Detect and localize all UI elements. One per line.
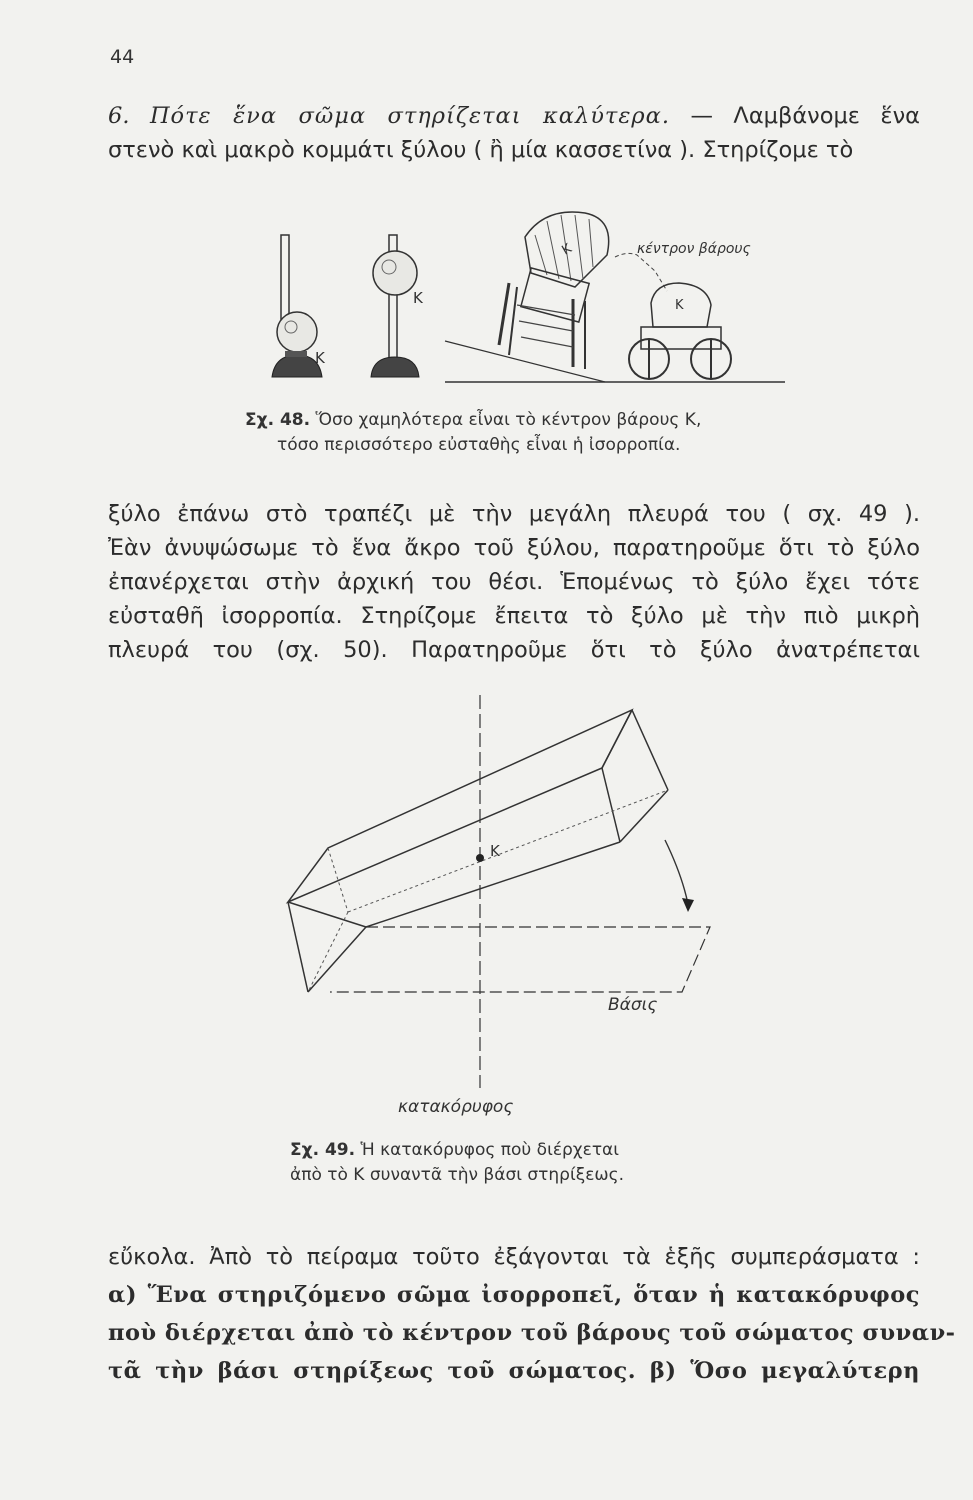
figure-48-number: Σχ. 48.: [245, 410, 311, 430]
section-title: Πότε ἕνα σῶμα στηρίζεται καλύτερα.: [149, 103, 670, 129]
bottom-line-bold: τᾶ τὴν βάσι στηρίξεως τοῦ σώματος. β) Ὅσο μεγαλύτερη: [108, 1358, 920, 1384]
slope-line: [445, 341, 605, 382]
middle-line: ξύλο ἐπάνω στὸ τραπέζι μὲ τὴν μεγάλη πλευρά του ( σχ. 49 ).: [108, 501, 920, 527]
high-center-object: [371, 235, 419, 377]
figure-48-caption-line-1: [245, 408, 701, 433]
intro-line-1: Λαμβάνομε ἕνα: [733, 103, 920, 129]
section-dash: —: [670, 103, 734, 129]
bottom-line-bold: ποὺ διέρχεται ἀπὸ τὸ κέντρον τοῦ βάρους τοῦ σώματος συναν-: [108, 1320, 956, 1346]
k-label-cart-ground: Κ: [675, 298, 684, 313]
middle-line: Ἐὰν ἀνυψώσωμε τὸ ἕνα ἄκρο τοῦ ξύλου, παρατηροῦμε ὅτι τὸ ξύλο: [108, 535, 920, 561]
section-number: 6.: [108, 103, 130, 129]
figure-49-caption-line-1: [290, 1138, 624, 1163]
figure-48-caption-line-2: τόσο περισσότερο εὐσταθὴς εἶναι ἡ ἰσορροπία.: [277, 435, 681, 455]
figure-48-caption: [245, 408, 701, 458]
bottom-line: εὔκολα. Ἀπὸ τὸ πείραμα τοῦτο ἐξάγονται τὰ ἑξῆς συμπεράσματα :: [108, 1244, 920, 1270]
center-of-gravity-point: [476, 854, 484, 862]
k-label-low: Κ: [315, 349, 325, 367]
figure-49-illustration: [270, 690, 740, 1130]
bottom-line-bold: α) Ἕνα στηριζόμενο σῶμα ἰσορροπεῖ, ὅταν ἡ κατακόρυφος: [108, 1282, 920, 1308]
figure-49-caption: [290, 1138, 624, 1188]
k-label-high: Κ: [413, 289, 423, 307]
center-leader-line: [615, 253, 667, 291]
figure-48-illustration: [255, 195, 795, 395]
middle-line: εὐσταθῆ ἰσορροπία. Στηρίζομε ἔπειτα τὸ ξύλο μὲ τὴν πιὸ μικρὴ: [108, 603, 920, 629]
heading-line: [108, 99, 920, 133]
bottom-paragraph: [108, 1238, 956, 1390]
figure-49-caption-text: Ἡ κατακόρυφος ποὺ διέρχεται: [355, 1140, 620, 1160]
base-label: Βάσις: [608, 995, 658, 1015]
base-outline: [330, 927, 710, 992]
arrow-head: [682, 898, 694, 912]
k-label-cart-slope: Κ: [559, 241, 575, 259]
page-number: 44: [110, 46, 135, 68]
section-intro: [108, 99, 920, 167]
middle-line: πλευρά του (σχ. 50). Παρατηροῦμε ὅτι τὸ ξύλο ἀνατρέπεται: [108, 637, 920, 663]
middle-line: ἐπανέρχεται στὴν ἀρχική του θέσι. Ἑπομένως τὸ ξύλο ἔχει τότε: [108, 569, 920, 595]
k-label: Κ: [490, 842, 500, 860]
middle-paragraph: [108, 497, 920, 667]
tilted-block: [288, 710, 668, 992]
figure-49-caption-line-2: ἀπὸ τὸ Κ συναντᾶ τὴν βάσι στηρίξεως.: [290, 1165, 624, 1185]
center-of-gravity-label: κέντρον βάρους: [637, 241, 751, 257]
figure-48-caption-text: Ὅσο χαμηλότερα εἶναι τὸ κέντρον βάρους Κ,: [310, 410, 702, 430]
rotation-arrow: [665, 840, 688, 904]
loaded-cart-on-slope: [499, 212, 609, 369]
figure-49-number: Σχ. 49.: [290, 1140, 356, 1160]
vertical-label: κατακόρυφος: [398, 1097, 514, 1117]
intro-line-2: στενὸ καὶ μακρὸ κομμάτι ξύλου ( ἢ μία κασσετίνα ). Στηρίζομε τὸ: [108, 137, 854, 163]
